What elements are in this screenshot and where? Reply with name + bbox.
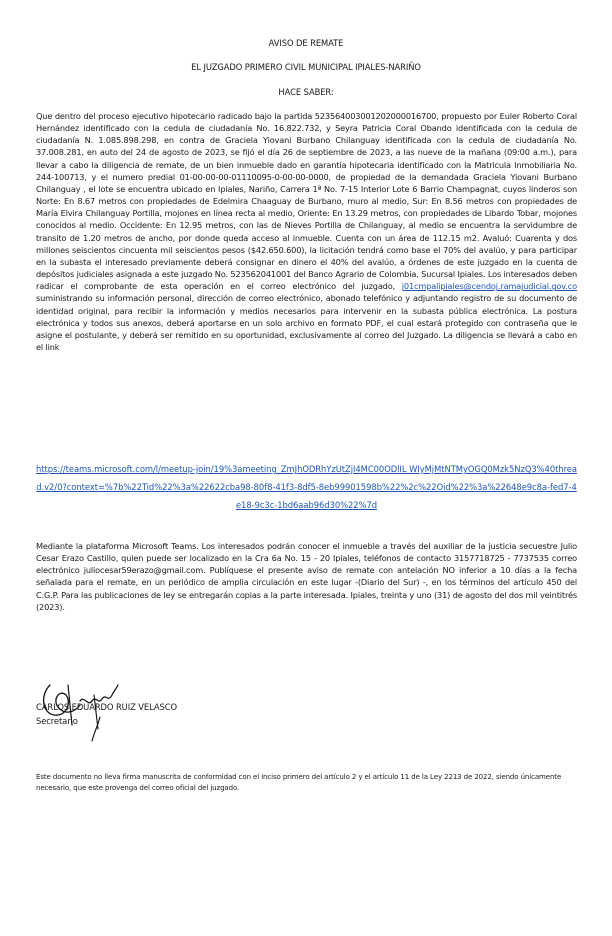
notice-paragraph-2: Mediante la plataforma Microsoft Teams. Los interesados podrán conocer el inmueble a través del auxiliar de la justicia secuestre Julio Cesar Erazo Castillo, quien puede ser localizado en la Cra 6a No. 15 - 20 Ipiales, teléfonos de contacto 3157718725 - 7737535 correo electrónico juliocesar59erazo@gmail.com. Publíquese el presente aviso de remate con antelación NO inferior a 10 días a la fecha señalada para el remate, en un periódico de amplia circulación en este lugar -(Diario del Sur) -, en los términos del artículo 450 del C.G.P. Para las publicaciones de ley se entregarán copias a la parte interesada. Ipiales, treinta y uno (31) de agosto del dos mil veintitrés (2023). xyxy=(36,541,577,612)
handwritten-signature xyxy=(38,655,134,745)
court-name: EL JUZGADO PRIMERO CIVIL MUNICIPAL IPIALES-NARIÑO xyxy=(191,62,421,72)
teams-meeting-link[interactable]: https://teams.microsoft.com/l/meetup-join/19%3ameeting_ZmJhODRhYzUtZjI4MC00ODlIL WIyMjMtNTMyOGQ0Mzk5NzQ3%40thread.v2/0?context=%7b%22Tid%22%3a%22622cba98-80f8-41f3-8df5-8eb99901598b%22%2c%22Oid%22%3a%22648e9c8a-fed7-4e18-9c3c-1bd6aab96d30%22%7d xyxy=(36,464,577,510)
signer-name: CARLOS EDUARDO RUIZ VELASCO xyxy=(36,702,177,712)
notice-title: AVISO DE REMATE xyxy=(268,38,344,48)
signer-role: Secretario xyxy=(36,716,78,726)
hace-saber-heading: HACE SABER: xyxy=(278,87,334,97)
paragraph-1-rest: suministrando su información personal, dirección de correo electrónico, abonado telefónico y adjuntando registro de su documento de identidad original, para recibir la información y medios necesarios para intervenir en la subasta pública electrónica. La postura electrónica y todos sus anexos, deberá aportarse en un solo archivo en formato PDF, el cual estará protegido con contraseña que le asigne el postulante, y deberá ser remitido en su oportunidad, exclusivamente al correo del Juzgado. La diligencia se llevará a cabo en el link xyxy=(36,293,577,352)
legal-footnote: Este documento no lleva firma manuscrita de conformidad con el inciso primero del artículo 2 y el artículo 11 de la Ley 2213 de 2022, siendo únicamente necesario, que este provenga del correo oficial del juzgado. xyxy=(36,773,562,793)
paragraph-1-intro: Que dentro del proceso ejecutivo hipotecario radicado bajo la partida 523564003001202000016700, propuesto por Euler Roberto Coral Hernández identificado con la cedula de ciudadanía No. 16.822.732, y Seyra Patricia Coral Obando identificada con la cedula de ciudadanía N. 1.085.898.298, en contra de Graciela Yiovani Burbano Chilanguay identificada con la cedula de ciudadanía No. 37.008.281, en auto del 24 de agosto de 2023, se fijó el día 26 de septiembre de 2023, a las nueve de la mañana (09:00 a.m.), para llevar a cabo la diligencia de remate, de un bien inmueble dado en garantía hipotecaria identificado con la Matricula Inmobiliaria No. 244-100713, y el numero predial 01-00-00-00-01110095-0-00-00-0000, de propiedad de la demandada Graciela Yiovani Burbano Chilanguay , el lote se encuentra ubicado en Ipiales, Nariño, Carrera 1ª No. 7-15 Interior Lote 6 Barrio Champagnat, cuyos linderos son Norte: En 8.67 metros con propiedades de Edelmira Chaaguay de Burbano, muro al medio, Sur: En 8.56 metros con propiedades de María Elvira Chilanguay Portilla, mojones en línea recta al medio, Oriente: En 13.29 metros, con propiedades de Libardo Tobar, mojones conocidos al medio. Occidente: En 12.95 metros, con las de Nieves Portilla de Chilanguay, al medio se encuentra la servidumbre de transito de 1.20 metros de ancho, por donde queda acceso al inmueble. Cuenta con un área de 112.15 m2. Avaluó: Cuarenta y dos millones seiscientos cincuenta mil seiscientos pesos ($42.650.600), la licitación tendrá como base el 70% del avalúo, y para participar en la subasta el interesado previamente deberá consignar en dinero el 40% del avalúo, a órdenes de este juzgado en la cuenta de depósitos judiciales asignada a este juzgado No. 523562041001 del Banco Agrario de Colombia, Sucursal Ipiales. Los interesados deben radicar el comprobante de esta operación en el correo electrónico del juzgado, xyxy=(36,111,577,292)
court-email-link[interactable]: j01cmpalipiales@cendoj.ramajudicial.gov.co xyxy=(401,281,578,292)
notice-paragraph-1 xyxy=(36,110,577,353)
